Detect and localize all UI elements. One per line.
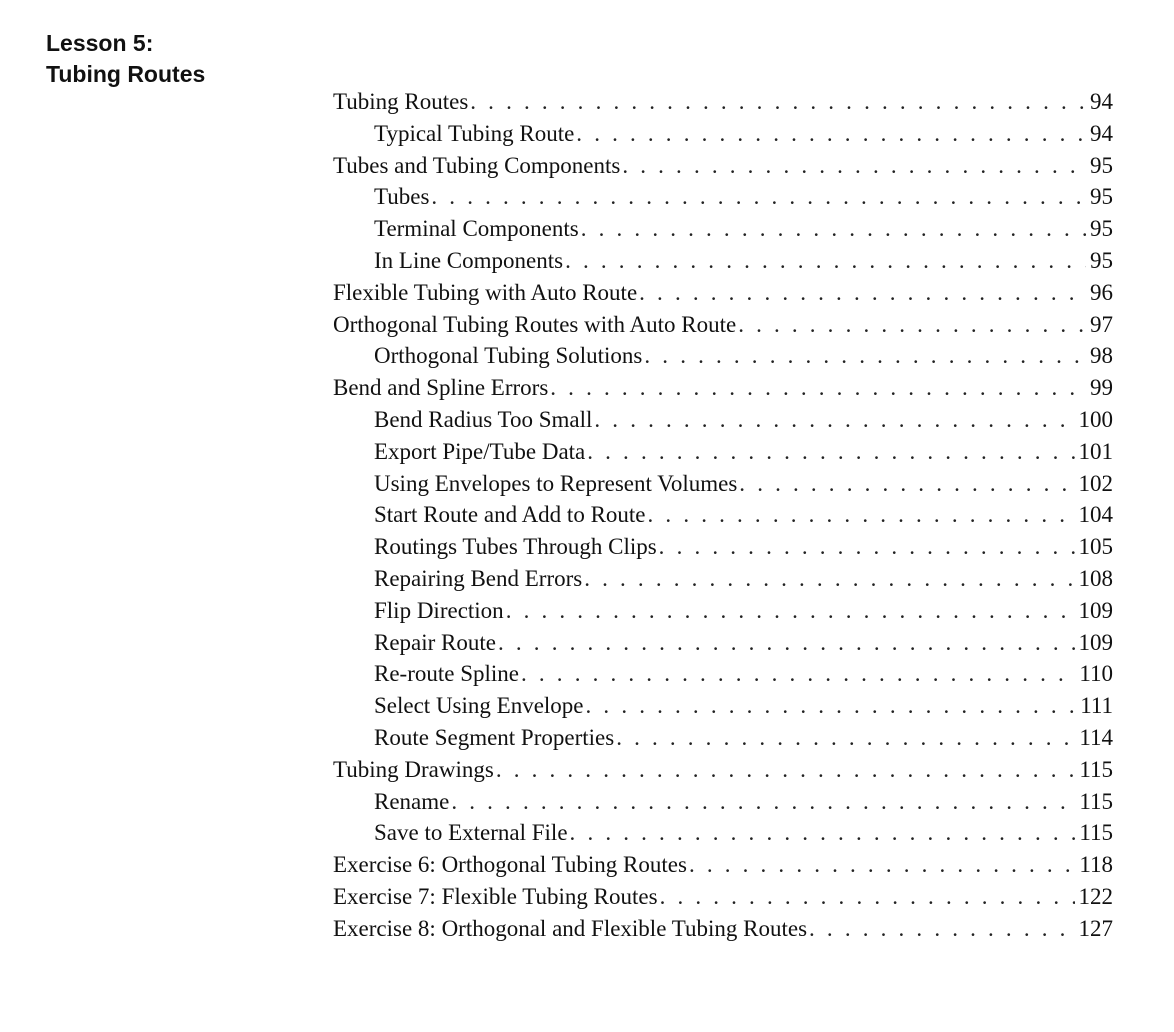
toc-entry[interactable] [333,277,1113,309]
toc-entry[interactable] [333,181,1113,213]
toc-entry-title: Flip Direction [374,597,504,623]
dot-leader [809,913,1074,945]
toc-entry[interactable] [333,213,1113,245]
toc-entry[interactable] [333,690,1113,722]
toc-entry[interactable] [333,436,1113,468]
toc-entry[interactable] [333,881,1113,913]
toc-entry-title: Bend and Spline Errors [333,375,549,401]
toc-entry-page: 114 [1079,724,1113,750]
dot-leader [616,722,1075,754]
dot-leader [644,340,1086,372]
toc-entry[interactable] [333,849,1113,881]
toc-entry-title: Route Segment Properties [374,724,615,750]
toc-entry-page: 95 [1090,247,1113,273]
dot-leader [689,849,1075,881]
toc-entry-title: Exercise 6: Orthogonal Tubing Routes [333,852,687,878]
toc-entry-title: Orthogonal Tubing Solutions [374,343,643,369]
toc-entry-title: Tubing Drawings [333,756,494,782]
dot-leader [639,277,1086,309]
toc-entry-title: Save to External File [374,820,568,846]
dot-leader [581,213,1086,245]
toc-entry-page: 105 [1078,534,1113,560]
toc-entry[interactable] [333,245,1113,277]
dot-leader [622,150,1086,182]
dot-leader [586,690,1077,722]
dot-leader [584,563,1074,595]
lesson-label: Lesson 5: [46,30,154,56]
toc-entry[interactable] [333,150,1113,182]
toc-entry[interactable] [333,340,1113,372]
toc-entry-title: Typical Tubing Route [374,120,575,146]
toc-entry-title: Terminal Components [374,216,579,242]
toc-entry-page: 111 [1080,693,1113,719]
lesson-title: Tubing Routes [46,61,206,87]
toc-entry-page: 95 [1090,184,1113,210]
toc-entry-title: Start Route and Add to Route [374,502,646,528]
dot-leader [648,499,1075,531]
toc-entry-title: Flexible Tubing with Auto Route [333,279,638,305]
toc-entry-page: 110 [1079,661,1113,687]
toc-entry-page: 95 [1090,216,1113,242]
toc-entry-page: 118 [1079,852,1113,878]
toc-entry[interactable] [333,913,1113,945]
toc-entry-page: 122 [1078,883,1113,909]
toc-entry-page: 98 [1090,343,1113,369]
dot-leader [451,786,1075,818]
toc-entry[interactable] [333,595,1113,627]
toc-entry-title: In Line Components [374,247,564,273]
dot-leader [496,754,1076,786]
lesson-heading [46,28,205,90]
toc-entry-page: 95 [1090,152,1113,178]
toc-entry-title: Routings Tubes Through Clips [374,534,657,560]
toc-entry-title: Select Using Envelope [374,693,584,719]
dot-leader [576,118,1086,150]
toc-entry[interactable] [333,722,1113,754]
dot-leader [594,404,1074,436]
toc-entry-page: 109 [1078,597,1113,623]
toc-entry-title: Using Envelopes to Represent Volumes [374,470,738,496]
dot-leader [470,86,1086,118]
toc-entry-page: 108 [1078,565,1113,591]
dot-leader [506,595,1075,627]
toc-entry-page: 101 [1078,438,1113,464]
dot-leader [659,531,1075,563]
toc-entry[interactable] [333,118,1113,150]
toc-entry-page: 94 [1090,120,1113,146]
toc-entry[interactable] [333,86,1113,118]
toc-entry-page: 94 [1090,89,1113,114]
dot-leader [431,181,1086,213]
toc-entry-page: 109 [1078,629,1113,655]
table-of-contents [333,86,1113,945]
toc-entry-page: 115 [1079,756,1113,782]
dot-leader [550,372,1086,404]
toc-entry[interactable] [333,563,1113,595]
toc-entry[interactable] [333,499,1113,531]
dot-leader [565,245,1086,277]
toc-entry-title: Exercise 8: Orthogonal and Flexible Tubing Routes [333,915,808,941]
toc-entry-title: Tubes [374,184,430,210]
dot-leader [739,468,1074,500]
toc-entry-page: 100 [1078,406,1113,432]
toc-entry[interactable] [333,372,1113,404]
toc-entry-title: Export Pipe/Tube Data [374,438,586,464]
dot-leader [660,881,1075,913]
toc-entry-page: 102 [1078,470,1113,496]
toc-entry-page: 96 [1090,279,1113,305]
toc-entry-title: Repairing Bend Errors [374,565,583,591]
toc-entry[interactable] [333,309,1113,341]
toc-entry[interactable] [333,468,1113,500]
toc-entry-title: Tubing Routes [333,89,469,114]
dot-leader [570,817,1076,849]
toc-entry-title: Exercise 7: Flexible Tubing Routes [333,883,658,909]
toc-entry[interactable] [333,817,1113,849]
toc-entry-page: 115 [1079,820,1113,846]
dot-leader [587,436,1074,468]
toc-entry-title: Repair Route [374,629,496,655]
toc-entry-page: 97 [1090,311,1113,337]
dot-leader [738,309,1086,341]
toc-entry-title: Orthogonal Tubing Routes with Auto Route [333,311,737,337]
toc-entry-title: Rename [374,788,450,814]
toc-entry-page: 115 [1079,788,1113,814]
toc-entry[interactable] [333,754,1113,786]
toc-entry-page: 99 [1090,375,1113,401]
toc-entry[interactable] [333,627,1113,659]
dot-leader [521,658,1075,690]
toc-entry-page: 127 [1078,915,1113,941]
toc-entry-page: 104 [1078,502,1113,528]
toc-entry[interactable] [333,404,1113,436]
toc-entry[interactable] [333,531,1113,563]
toc-entry-title: Bend Radius Too Small [374,406,593,432]
toc-entry-title: Re-route Spline [374,661,519,687]
dot-leader [498,627,1075,659]
toc-entry-title: Tubes and Tubing Components [333,152,621,178]
toc-entry[interactable] [333,786,1113,818]
toc-entry[interactable] [333,658,1113,690]
